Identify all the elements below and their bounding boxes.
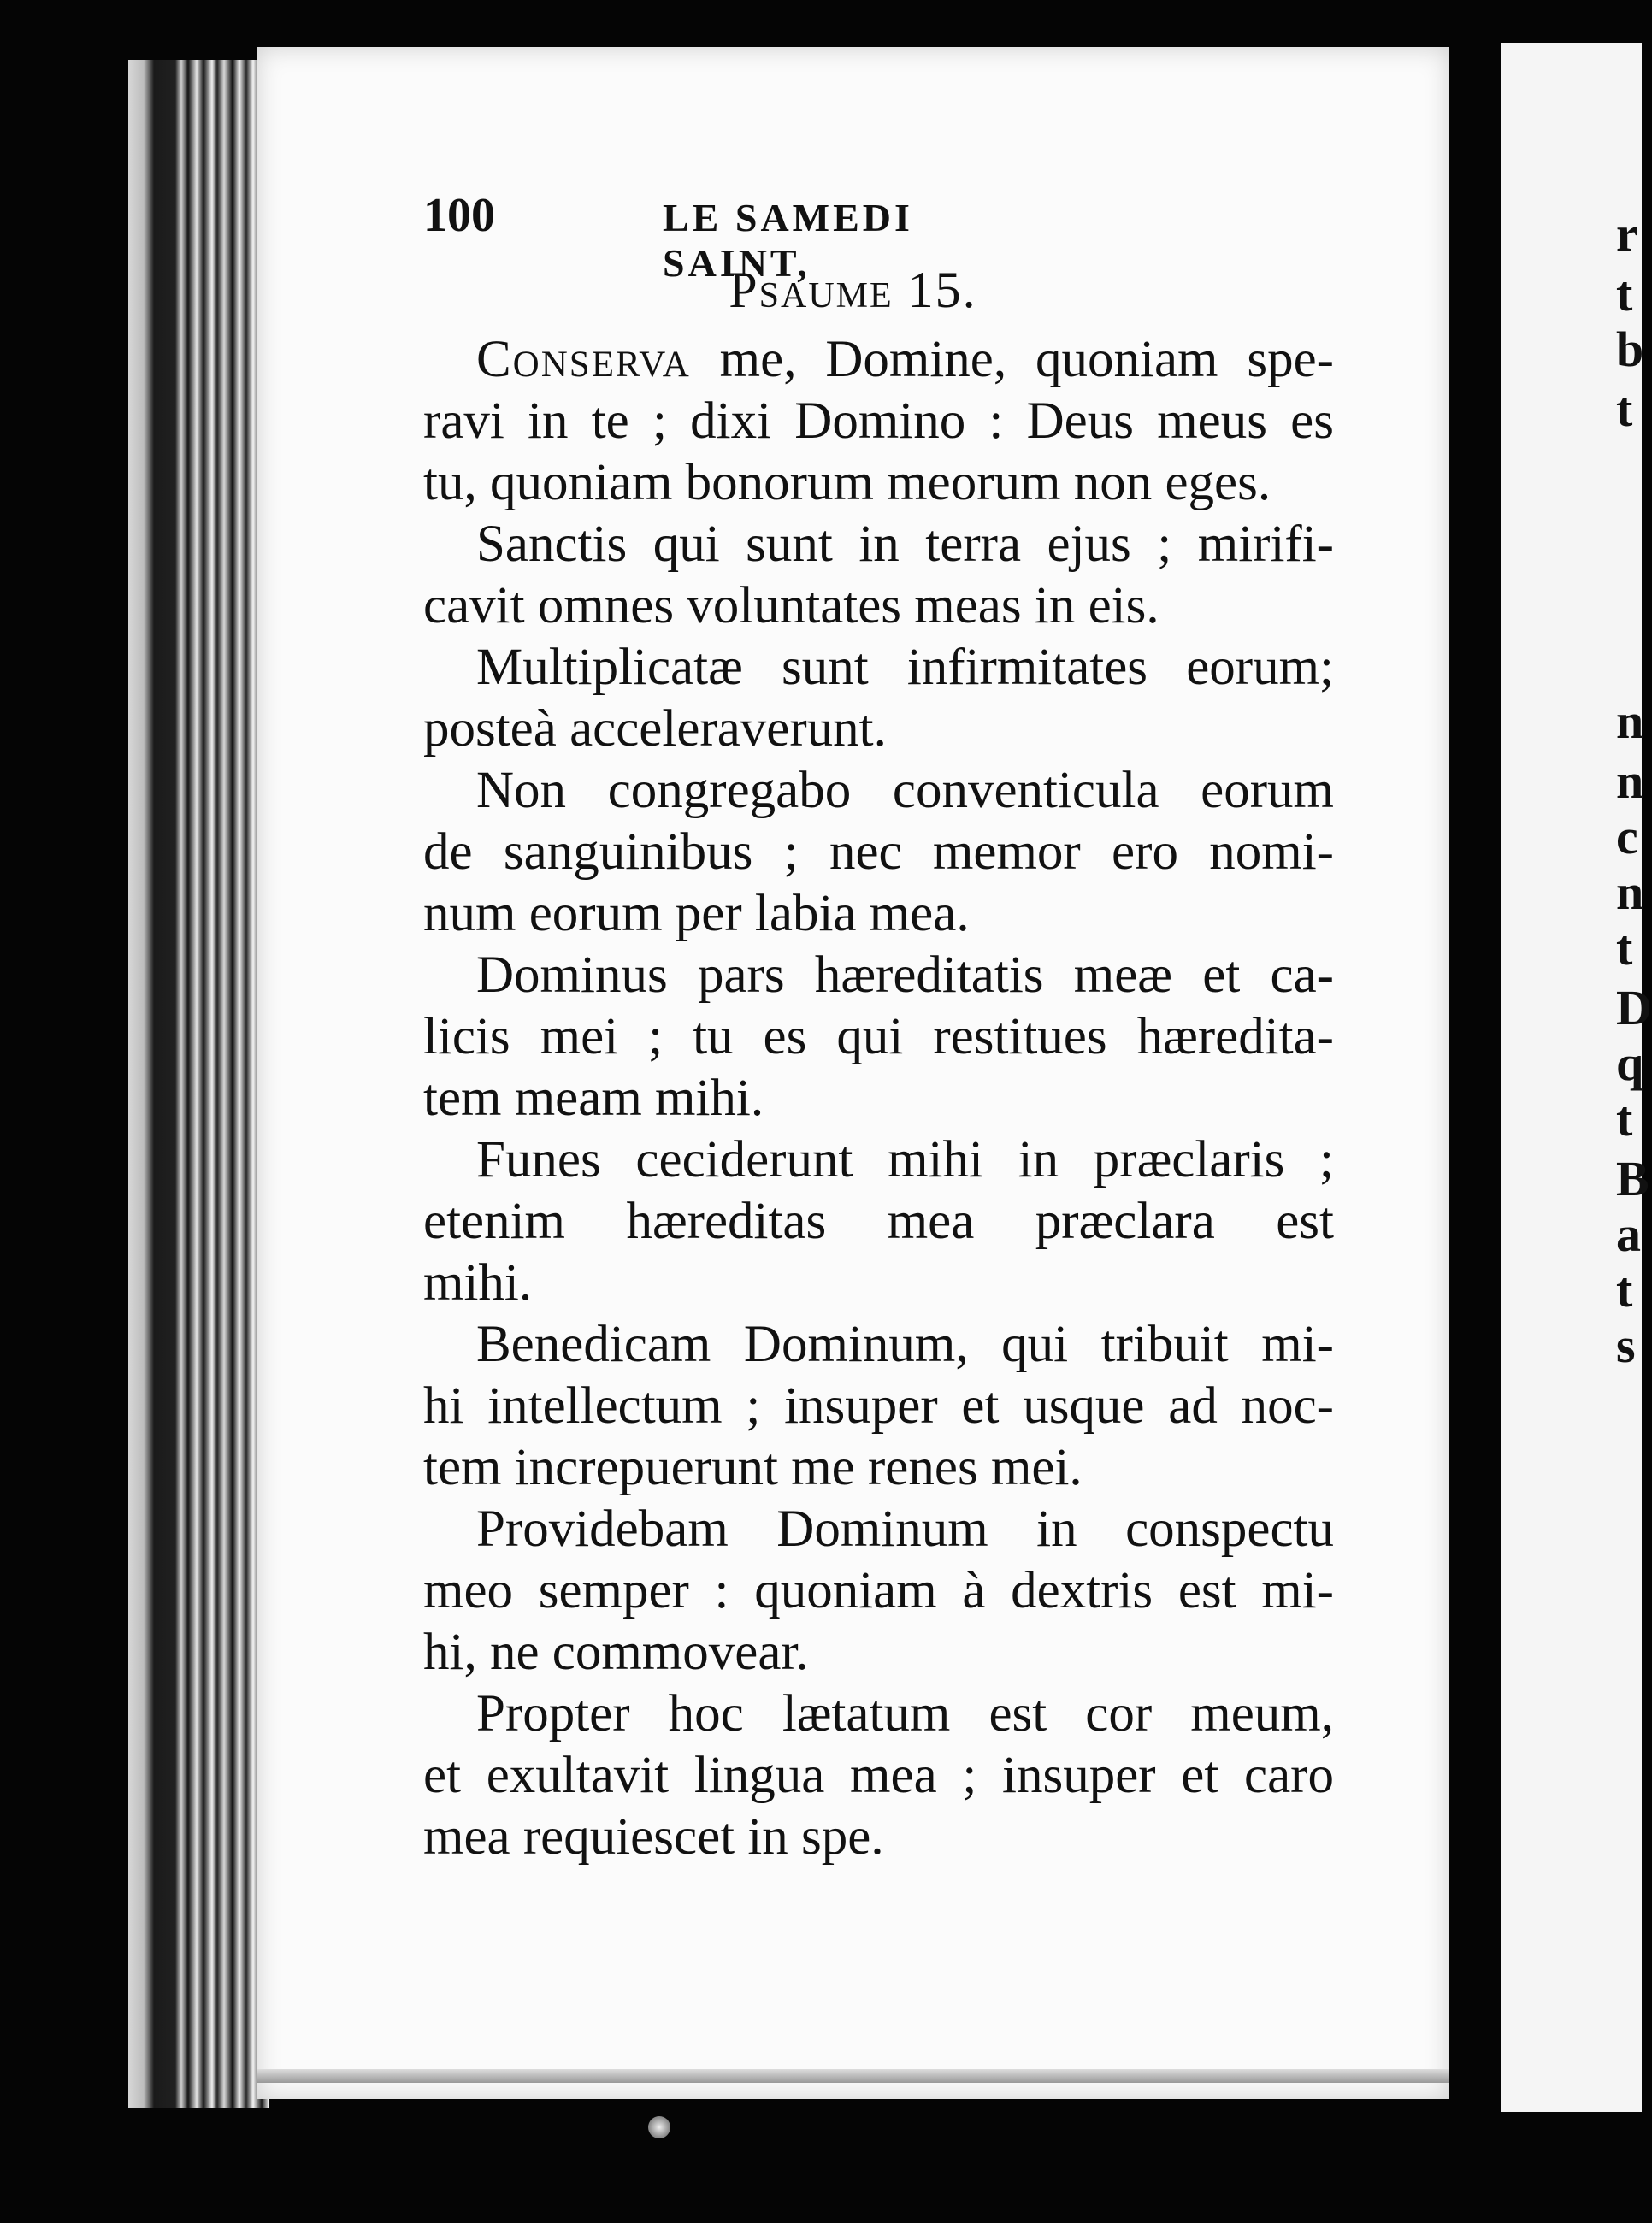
right-page-letter: a <box>1616 1206 1641 1262</box>
text-line <box>423 822 1334 883</box>
right-page-fragment <box>1501 43 1652 2112</box>
text-line <box>423 1683 1334 1745</box>
line-text: Providebam Dominum in conspectu <box>476 1501 1334 1558</box>
page-header <box>423 188 1073 285</box>
text-line <box>423 760 1334 822</box>
line-text: tem increpuerunt me renes mei. <box>423 1439 1083 1496</box>
text-line <box>423 329 1334 391</box>
line-text: mea requiescet in spe. <box>423 1808 884 1866</box>
text-line <box>423 945 1334 1006</box>
line-text: licis mei ; tu es qui restitues hæredita- <box>423 1008 1334 1065</box>
verse <box>423 1499 1334 1683</box>
text-line <box>423 1253 1334 1314</box>
line-text: tu, quoniam bonorum meorum non eges. <box>423 454 1271 511</box>
text-line <box>423 514 1334 575</box>
book-spine-edges <box>128 60 269 2108</box>
right-page-letter: D <box>1616 980 1652 1035</box>
line-text: hi intellectum ; insuper et usque ad noc- <box>423 1377 1334 1435</box>
verse <box>423 329 1334 514</box>
text-line <box>423 883 1334 945</box>
line-text: cavit omnes voluntates meas in eis. <box>423 577 1159 634</box>
verse <box>423 1683 1334 1868</box>
text-line <box>423 699 1334 760</box>
book-gutter <box>1449 34 1501 2103</box>
right-page-letter: b <box>1616 321 1644 377</box>
text-line <box>423 1499 1334 1560</box>
verse <box>423 637 1334 760</box>
text-line <box>423 637 1334 699</box>
page-bottom-edge <box>257 2069 1449 2083</box>
line-text: num eorum per labia mea. <box>423 885 970 942</box>
verse <box>423 760 1334 945</box>
text-line <box>423 452 1334 514</box>
right-page-letter: B <box>1616 1151 1649 1206</box>
text-line <box>423 1314 1334 1376</box>
right-page-letter: t <box>1616 1262 1633 1318</box>
right-page-letter: c <box>1616 809 1638 864</box>
text-line <box>423 1622 1334 1683</box>
text-line <box>423 1006 1334 1068</box>
verse <box>423 1129 1334 1314</box>
line-text: et exultavit lingua mea ; insuper et caro <box>423 1747 1334 1804</box>
text-line <box>423 1807 1334 1868</box>
right-page-letter: t <box>1616 381 1633 437</box>
verse-initial-word: Conserva <box>476 331 691 388</box>
right-page-letter: n <box>1616 864 1644 920</box>
verse <box>423 1314 1334 1499</box>
line-text: Dominus pars hæreditatis meæ et ca- <box>476 946 1334 1004</box>
line-text: Non congregabo conventicula eorum <box>476 762 1334 819</box>
line-text: Propter hoc lætatum est cor meum, <box>476 1685 1334 1742</box>
line-text: Benedicam Dominum, qui tribuit mi- <box>476 1316 1334 1373</box>
text-line <box>423 391 1334 452</box>
page-number: 100 <box>423 189 495 242</box>
text-line <box>423 575 1334 637</box>
text-line <box>423 1437 1334 1499</box>
text-line <box>423 1191 1334 1253</box>
verse <box>423 514 1334 637</box>
right-page-letter: r <box>1616 206 1638 262</box>
running-head: LE SAMEDI SAINT, <box>663 196 913 285</box>
right-page-letter: s <box>1616 1318 1636 1373</box>
text-line <box>423 1745 1334 1807</box>
line-text: Multiplicatæ sunt infirmitates eorum; <box>476 639 1334 696</box>
right-page-letter: n <box>1616 753 1644 809</box>
text-line <box>423 1068 1334 1129</box>
right-page-letter: t <box>1616 920 1633 976</box>
line-text: mihi. <box>423 1254 533 1312</box>
line-text: de sanguinibus ; nec memor ero nomi- <box>423 823 1334 881</box>
line-text: etenim hæreditas mea præclara est <box>423 1193 1334 1250</box>
line-text: posteà acceleraverunt. <box>423 700 887 758</box>
right-page-letter: n <box>1616 693 1644 749</box>
line-text: meo semper : quoniam à dextris est mi- <box>423 1562 1334 1619</box>
right-page-letter: t <box>1616 266 1633 321</box>
scan-artifact <box>648 2116 670 2138</box>
line-text: hi, ne commovear. <box>423 1624 809 1681</box>
line-text: tem meam mihi. <box>423 1070 764 1127</box>
line-text: Sanctis qui sunt in terra ejus ; mirifi- <box>476 516 1334 573</box>
text-line <box>423 1560 1334 1622</box>
verse <box>423 945 1334 1129</box>
psalm-title: Psaume 15. <box>729 262 977 318</box>
line-text: me, Domine, quoniam spe- <box>690 331 1334 388</box>
line-text: Funes ceciderunt mihi in præclaris ; <box>476 1131 1334 1188</box>
text-line <box>423 1376 1334 1437</box>
text-line <box>423 1129 1334 1191</box>
right-page-letter: t <box>1616 1091 1633 1147</box>
line-text: ravi in te ; dixi Domino : Deus meus es <box>423 392 1334 450</box>
psalm-text <box>423 329 1334 1868</box>
right-page-letter: q <box>1616 1035 1644 1091</box>
